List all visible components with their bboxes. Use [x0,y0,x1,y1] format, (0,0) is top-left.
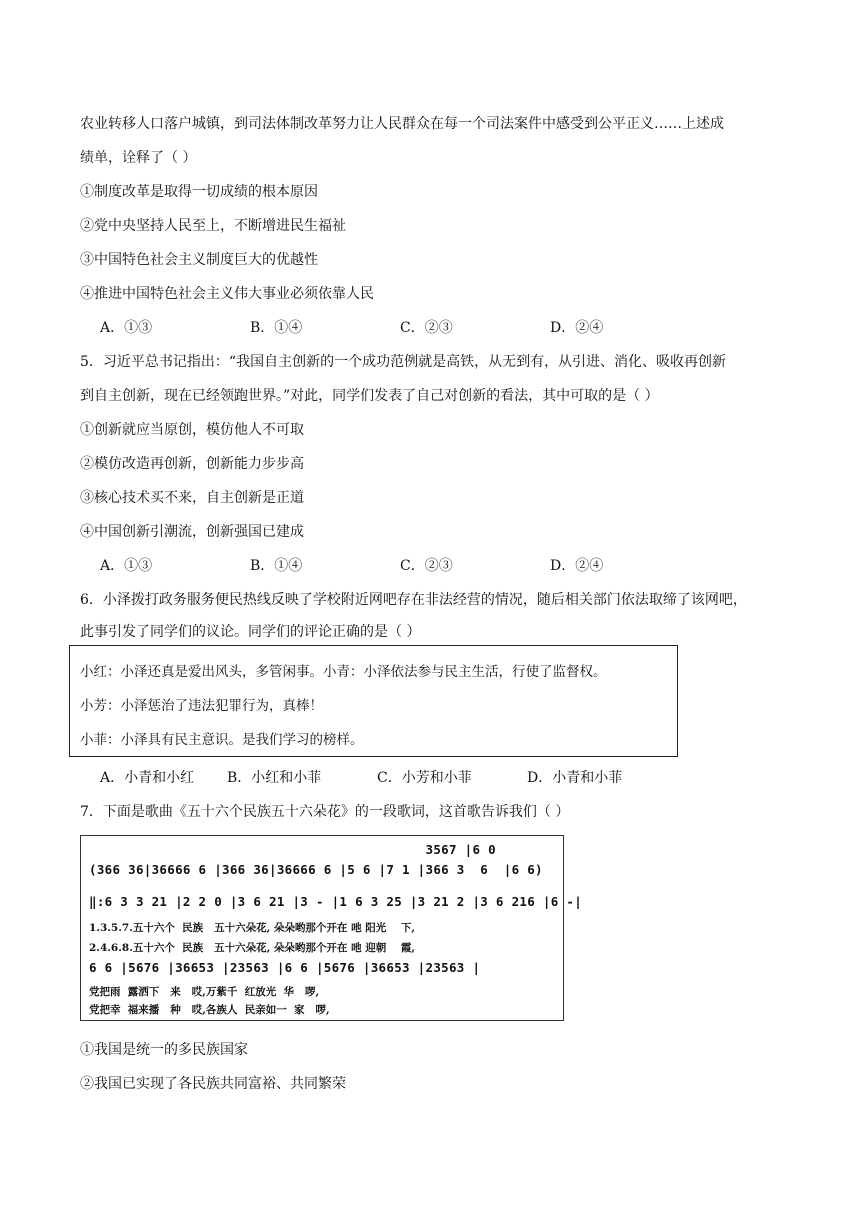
q6-box-line-3: 小菲：小泽具有民主意识。是我们学习的榜样。 [80,732,364,748]
q4-item-2: ②党中央坚持人民至上，不断增进民生福祉 [80,218,346,234]
q4-stem-line-1: 农业转移人口落户城镇，到司法体制改革努力让人民群众在每一个司法案件中感受到公平正义……上述成 [80,116,724,132]
q6-box-line-2: 小芳：小泽惩治了违法犯罪行为，真棒！ [80,698,323,714]
q4-option-c[interactable]: C．②③ [400,320,453,336]
music-score-image [80,835,583,1021]
q5-item-3: ③核心技术买不来，自主创新是正道 [80,490,304,506]
q4-option-a[interactable]: A．①③ [100,320,153,336]
lyric-row-1: 1.3.5.7.五十六个 民族 五十六朵花, 朵朵哟那个开在 吔 阳光 下, [89,922,416,934]
q7-item-1: ①我国是统一的多民族国家 [80,1042,248,1058]
q6-options [100,767,622,787]
q5-option-b[interactable]: B．①④ [250,558,303,574]
score-row-2: (366 36|36666 6 |366 36|36666 6 |5 6 |7 1 |366 3 6 |6 6) [89,862,543,877]
q5-option-c[interactable]: C．②③ [400,558,453,574]
q4-item-4: ④推进中国特色社会主义伟大事业必须依靠人民 [80,286,374,302]
q6-option-d[interactable]: D．小青和小菲 [527,770,623,786]
q6-box-line-1: 小红：小泽还真是爱出风头，多管闲事。小青：小泽依法参与民主生活，行使了监督权。 [80,664,607,680]
q5-item-2: ②模仿改造再创新，创新能力步步高 [80,456,304,472]
q4-options [100,317,603,337]
q4-item-1: ①制度改革是取得一切成绩的根本原因 [80,184,318,200]
q5-stem-line-2: 到自主创新，现在已经领跑世界。”对此，同学们发表了自己对创新的看法，其中可取的是（ ） [80,388,659,404]
lyric-row-3: 党把雨 露洒下 来 哎,万紫千 红放光 华 啰, [89,986,320,998]
score-row-3: ‖:6 3 3 21 |2 2 0 |3 6 21 |3 - |1 6 3 25 |3 21 2 |3 6 216 |6 -| [89,894,583,909]
q5-item-1: ①创新就应当原创，模仿他人不可取 [80,422,304,438]
q4-item-3: ③中国特色社会主义制度巨大的优越性 [80,252,318,268]
q7-stem: 7．下面是歌曲《五十六个民族五十六朵花》的一段歌词，这首歌告诉我们（ ） [80,804,570,820]
score-row-1: 3567 |6 0 [89,842,504,857]
q5-item-4: ④中国创新引潮流，创新强国已建成 [80,524,304,540]
q4-option-d[interactable]: D．②④ [550,320,604,336]
q5-option-a[interactable]: A．①③ [100,558,153,574]
q5-options [100,555,603,575]
q5-stem-line-1: 5．习近平总书记指出：“我国自主创新的一个成功范例就是高铁，从无到有，从引进、消化、吸收再创新 [80,354,727,370]
q6-option-b[interactable]: B．小红和小菲 [227,770,322,786]
q5-option-d[interactable]: D．②④ [550,558,604,574]
q6-option-c[interactable]: C．小芳和小菲 [377,770,472,786]
q7-item-2: ②我国已实现了各民族共同富裕、共同繁荣 [80,1076,346,1092]
q6-dialogue-box [69,645,678,757]
q6-stem-line-2: 此事引发了同学们的议论。同学们的评论正确的是（ ） [80,624,421,640]
score-row-4: 6 6 |5676 |36653 |23563 |6 6 |5676 |36653 |23563 | [89,960,481,975]
q4-stem-line-2: 绩单，诠释了（ ） [80,150,197,166]
q6-stem-line-1: 6．小泽拨打政务服务便民热线反映了学校附近网吧存在非法经营的情况，随后相关部门依法取缔了该网吧， [80,592,747,608]
q4-option-b[interactable]: B．①④ [250,320,303,336]
lyric-row-2: 2.4.6.8.五十六个 民族 五十六朵花, 朵朵哟那个开在 吔 迎朝 霞, [89,942,416,954]
q6-option-a[interactable]: A．小青和小红 [100,770,195,786]
lyric-row-4: 党把幸 福来播 种 哎,各族人 民亲如一 家 啰, [89,1004,330,1016]
